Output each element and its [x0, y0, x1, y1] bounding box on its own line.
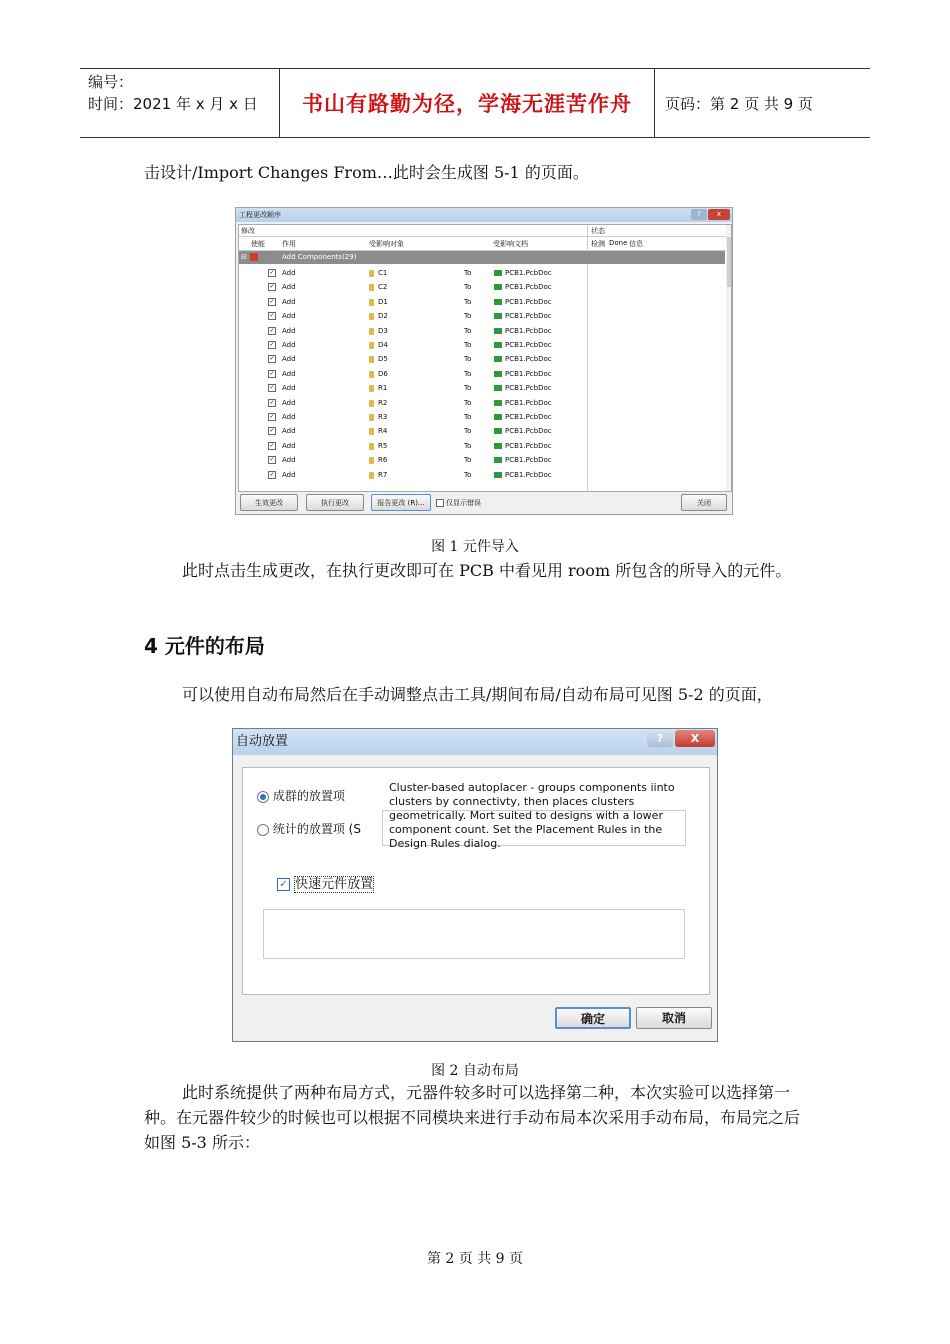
to-cell: To	[464, 441, 472, 450]
document-cell: PCB1.PcbDoc	[505, 369, 552, 378]
action-cell: Add	[282, 312, 296, 321]
object-cell: D6	[378, 369, 388, 378]
intro-line: 击设计/Import Changes From…此时会生成图 5-1 的页面。	[144, 163, 589, 182]
document-cell: PCB1.PcbDoc	[505, 398, 552, 407]
enable-checkbox[interactable]: ✓	[269, 312, 275, 320]
folder-icon	[250, 253, 258, 261]
description-text: Cluster-based autoplacer - groups components iinto clusters by connectivty, then places clusters geometrically. Mort suited to designs with a lower component count. Set the Placement Rules in the Design Rules dialog.	[389, 781, 675, 850]
changes-grid	[238, 224, 732, 492]
object-cell: R2	[378, 398, 388, 407]
collapse-icon[interactable]: ⊟	[241, 253, 247, 261]
section-modify: 修改	[241, 227, 255, 235]
paragraph-1: 此时点击生成更改，在执行更改即可在 PCB 中看见用 room 所包含的所导入的元件。	[182, 561, 792, 580]
figure1-caption: 图 1 元件导入	[431, 539, 519, 555]
object-cell: R3	[378, 413, 388, 421]
cluster-label: 成群的放置项	[272, 789, 345, 803]
document-cell: PCB1.PcbDoc	[505, 470, 552, 479]
object-cell: C1	[378, 269, 388, 277]
col-done[interactable]: Done	[609, 239, 628, 247]
enable-checkbox[interactable]: ✓	[269, 283, 275, 291]
pcb-doc-icon	[494, 284, 502, 290]
to-cell: To	[464, 413, 472, 421]
autoplace-dialog	[232, 728, 718, 1042]
grid-scrollbar[interactable]	[726, 225, 732, 491]
enable-checkbox[interactable]: ✓	[269, 341, 275, 348]
close-icon[interactable]: X	[675, 730, 715, 747]
component-icon	[369, 313, 374, 320]
only-errors-label: 仅显示错误	[446, 499, 481, 507]
document-cell: PCB1.PcbDoc	[505, 326, 552, 335]
autoplace-title: 自动放置	[236, 734, 289, 749]
enable-checkbox[interactable]: ✓	[269, 441, 275, 449]
help-icon[interactable]: ?	[647, 730, 673, 747]
change-row[interactable]	[239, 338, 589, 352]
page-footer: 第 2 页 共 9 页	[426, 1251, 524, 1267]
component-icon	[369, 472, 374, 479]
pcb-doc-icon	[494, 270, 502, 276]
change-row[interactable]	[239, 439, 589, 453]
col-enable[interactable]: 使能	[251, 240, 265, 248]
statistical-radio[interactable]	[257, 824, 269, 836]
action-cell: Add	[282, 369, 296, 378]
action-cell: Add	[282, 283, 296, 292]
execute-changes-button[interactable]: 执行更改	[306, 494, 364, 511]
figure2-caption: 图 2 自动布局	[431, 1063, 519, 1079]
action-cell: Add	[282, 269, 296, 277]
quick-place-option[interactable]	[277, 873, 374, 892]
document-cell: PCB1.PcbDoc	[505, 312, 552, 321]
change-row[interactable]	[239, 453, 589, 467]
document-cell: PCB1.PcbDoc	[505, 355, 552, 364]
component-icon	[369, 414, 374, 421]
action-cell: Add	[282, 384, 296, 393]
component-icon	[369, 400, 374, 407]
col-affected-object[interactable]: 受影响对象	[369, 240, 404, 248]
enable-checkbox[interactable]: ✓	[269, 456, 275, 464]
change-row[interactable]	[239, 381, 589, 395]
enable-checkbox[interactable]: ✓	[269, 297, 275, 305]
col-message[interactable]: 信息	[629, 240, 643, 248]
quick-place-checkbox[interactable]: ✓	[277, 878, 290, 891]
to-cell: To	[464, 369, 472, 378]
pcb-doc-icon	[494, 443, 502, 449]
pcb-doc-icon	[494, 328, 502, 334]
number-label: 编号：	[88, 73, 134, 91]
component-icon	[369, 299, 374, 306]
pcb-doc-icon	[494, 371, 502, 377]
to-cell: To	[464, 312, 472, 321]
enable-checkbox[interactable]: ✓	[269, 470, 275, 478]
eco-dialog-titlebar	[236, 208, 732, 222]
object-cell: R6	[378, 456, 388, 465]
document-header	[80, 68, 870, 138]
cancel-button[interactable]: 取消	[636, 1007, 712, 1029]
action-cell: Add	[282, 470, 296, 479]
to-cell: To	[464, 297, 472, 306]
statistical-label: 统计的放置项 (S	[272, 822, 361, 836]
component-icon	[369, 443, 374, 450]
change-row[interactable]	[239, 266, 589, 280]
to-cell: To	[464, 269, 472, 277]
object-cell: R1	[378, 384, 388, 393]
change-row[interactable]	[239, 396, 589, 410]
close-button[interactable]: 关闭	[681, 494, 727, 511]
action-cell: Add	[282, 413, 296, 421]
pcb-doc-icon	[494, 400, 502, 406]
paragraph-2: 可以使用自动布局然后在手动调整点击工具/期间布局/自动布局可见图 5-2 的页面，	[182, 685, 773, 704]
object-cell: D3	[378, 326, 388, 335]
object-cell: D2	[378, 312, 388, 321]
eco-dialog	[235, 207, 733, 515]
to-cell: To	[464, 283, 472, 292]
enable-checkbox[interactable]: ✓	[269, 398, 275, 406]
pcb-doc-icon	[494, 414, 502, 420]
object-cell: D5	[378, 355, 388, 364]
enable-checkbox[interactable]: ✓	[269, 384, 275, 392]
paragraph-3: 此时系统提供了两种布局方式，元器件较多时可以选择第二种，本次实验可以选择第一种。在元器件较少的时候也可以根据不同模块来进行手动布局本次采用手动布局，布局完之后如图 5-3 所示：	[144, 1083, 801, 1152]
col-action[interactable]: 作用	[282, 240, 296, 248]
document-cell: PCB1.PcbDoc	[505, 269, 552, 277]
document-cell: PCB1.PcbDoc	[505, 283, 552, 292]
component-icon	[369, 328, 374, 335]
pcb-doc-icon	[494, 428, 502, 434]
enable-checkbox[interactable]: ✓	[269, 369, 275, 377]
pcb-doc-icon	[494, 457, 502, 463]
to-cell: To	[464, 427, 472, 436]
enable-checkbox[interactable]: ✓	[269, 355, 275, 363]
object-cell: D1	[378, 297, 388, 306]
section-status: 状态	[591, 227, 605, 235]
to-cell: To	[464, 384, 472, 393]
change-row[interactable]	[239, 367, 589, 381]
col-check[interactable]: 检测	[591, 240, 605, 248]
change-row[interactable]	[239, 309, 589, 323]
enable-checkbox[interactable]: ✓	[269, 427, 275, 435]
info-box	[263, 909, 685, 959]
eco-dialog-buttons	[236, 490, 732, 514]
report-changes-button[interactable]: 报告更改 (R)...	[371, 494, 431, 511]
enable-checkbox[interactable]: ✓	[269, 326, 275, 334]
group-label: Add Components(29)	[282, 253, 357, 261]
document-cell: PCB1.PcbDoc	[505, 297, 552, 306]
enable-checkbox[interactable]: ✓	[269, 413, 275, 420]
header-meta	[80, 69, 280, 137]
change-row[interactable]	[239, 280, 589, 294]
help-button[interactable]: ?	[691, 209, 707, 220]
pcb-doc-icon	[494, 299, 502, 305]
time-label: 时间：2021 年 x 月 x 日	[88, 95, 258, 113]
component-icon	[369, 371, 374, 378]
object-cell: C2	[378, 283, 388, 292]
pcb-doc-icon	[494, 342, 502, 348]
pcb-doc-icon	[494, 313, 502, 319]
action-cell: Add	[282, 297, 296, 306]
document-cell: PCB1.PcbDoc	[505, 427, 552, 436]
to-cell: To	[464, 355, 472, 364]
action-cell: Add	[282, 326, 296, 335]
enable-checkbox[interactable]: ✓	[269, 269, 275, 276]
document-cell: PCB1.PcbDoc	[505, 413, 552, 421]
change-row[interactable]	[239, 352, 589, 366]
quick-place-label: 快速元件放置	[295, 877, 374, 892]
object-cell: D4	[378, 341, 388, 349]
document-cell: PCB1.PcbDoc	[505, 341, 552, 349]
component-icon	[369, 270, 374, 277]
autoplace-titlebar	[233, 729, 717, 755]
change-row[interactable]	[239, 295, 589, 309]
component-icon	[369, 385, 374, 392]
component-icon	[369, 457, 374, 464]
action-cell: Add	[282, 456, 296, 465]
action-cell: Add	[282, 398, 296, 407]
cluster-option[interactable]	[257, 787, 345, 804]
only-errors-checkbox[interactable]	[436, 499, 444, 507]
component-icon	[369, 428, 374, 435]
to-cell: To	[464, 398, 472, 407]
pcb-doc-icon	[494, 385, 502, 391]
change-row[interactable]	[239, 468, 589, 482]
to-cell: To	[464, 341, 472, 349]
close-icon[interactable]: x	[708, 209, 730, 220]
component-icon	[369, 284, 374, 291]
document-cell: PCB1.PcbDoc	[505, 441, 552, 450]
section-heading: 4 元件的布局	[144, 634, 265, 658]
eco-dialog-title: 工程更改顺序	[239, 211, 281, 219]
object-cell: R5	[378, 441, 388, 450]
component-icon	[369, 342, 374, 349]
document-cell: PCB1.PcbDoc	[505, 384, 552, 393]
pcb-doc-icon	[494, 356, 502, 362]
group-row[interactable]	[239, 251, 725, 264]
validate-changes-button[interactable]: 生效更改	[240, 494, 298, 511]
object-cell: R4	[378, 427, 388, 436]
col-affected-document[interactable]: 受影响文档	[493, 240, 528, 248]
cluster-radio[interactable]	[257, 791, 269, 803]
component-icon	[369, 356, 374, 363]
document-cell: PCB1.PcbDoc	[505, 456, 552, 465]
change-row[interactable]	[239, 324, 589, 338]
ok-button[interactable]: 确定	[555, 1007, 631, 1029]
autoplace-panel	[242, 767, 710, 995]
header-motto: 书山有路勤为径，学海无涯苦作舟	[280, 69, 655, 137]
header-page-info: 页码：第 2 页 共 9 页	[665, 94, 813, 113]
statistical-option[interactable]	[257, 820, 361, 837]
to-cell: To	[464, 456, 472, 465]
action-cell: Add	[282, 355, 296, 364]
to-cell: To	[464, 470, 472, 479]
placer-description	[382, 781, 686, 850]
change-row[interactable]	[239, 410, 589, 424]
change-row[interactable]	[239, 424, 589, 438]
pcb-doc-icon	[494, 472, 502, 478]
action-cell: Add	[282, 441, 296, 450]
action-cell: Add	[282, 341, 296, 349]
object-cell: R7	[378, 470, 388, 479]
action-cell: Add	[282, 427, 296, 436]
to-cell: To	[464, 326, 472, 335]
